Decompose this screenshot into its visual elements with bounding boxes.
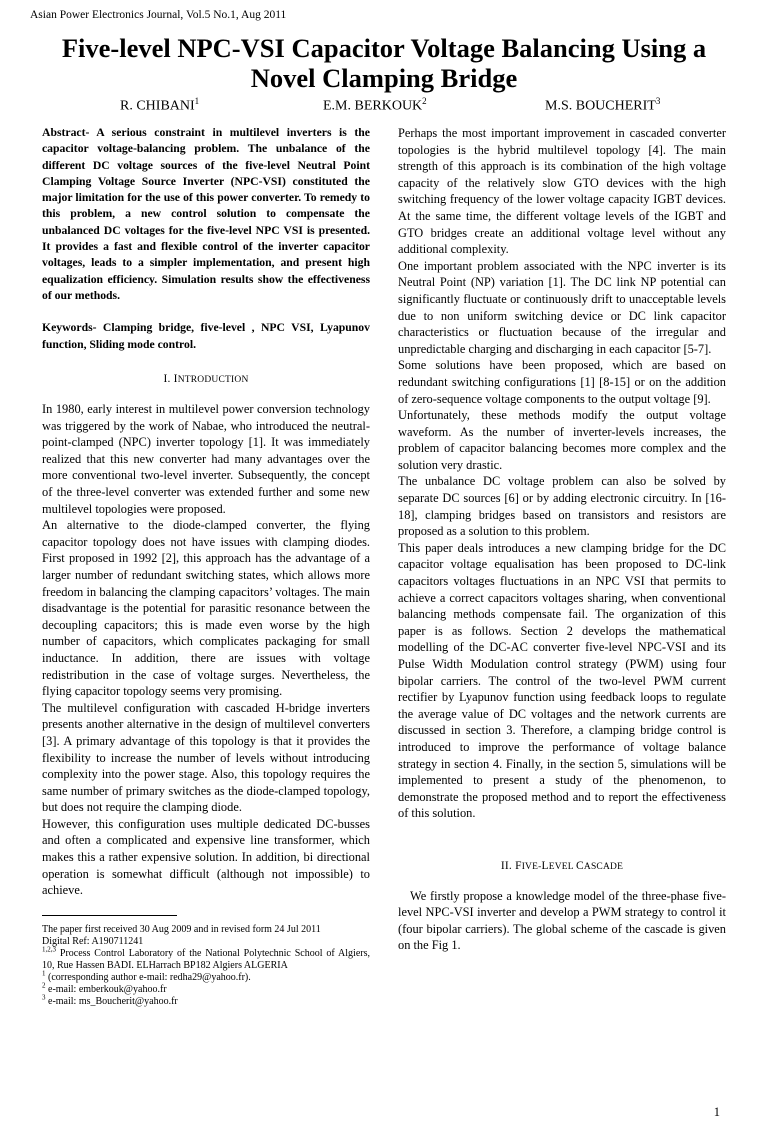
paragraph: One important problem associated with the NPC inverter is its Neutral Point (NP) variation [1]. The DC link NP potential can significantly fluctuate or continuously drift to unacceptable levels due to non uniform switching device or DC link capacitor characteristics or fluctuation because of the irregular and unpredictable charging and discharging in each capacitor [5-7]. [398, 258, 726, 356]
author-name: M.S. BOUCHERIT [545, 98, 656, 114]
footnote-text: Process Control Laboratory of the National Polytechnic School of Algiers, 10, Rue Hassen BADI. ELHarrach BP182 Algiers ALGERIA [42, 947, 370, 971]
author-2 [323, 96, 427, 115]
heading-part: I. I [163, 373, 178, 386]
paragraph: Perhaps the most important improvement in cascaded converter topologies is the hybrid multilevel topology [4]. The main strength of this approach is its combination of the high voltage capacity of the relatively slow GTO devices with the high switching frequency of the lower voltage capacity IGBT devices. At the same time, the different voltage levels of the IGBT and GTO bridges create an additional voltage level without any additional complexity. [398, 126, 726, 257]
paper-title: Five-level NPC-VSI Capacitor Voltage Balancing Using a Novel Clamping Bridge [61, 33, 707, 93]
footnote-text: e-mail: emberkouk@yahoo.fr [45, 983, 167, 995]
author-3 [545, 96, 660, 115]
footnote-sup: 2 [42, 981, 46, 990]
footnote-email-3 [42, 993, 370, 1008]
footnote-email-2 [42, 981, 370, 996]
heading-part: IVE- [521, 861, 542, 872]
paragraph: In 1980, early interest in multilevel power conversion technology was triggered by the work of Nabae, who introduced the neutral-point-clamped (NPC) inverter topology [1]. It was immediately realized that this new converter had many advantages over the more conventional two-level inverter. Subsequently, the concept of the three-level converter was extended further and some new multilevel topologies were proposed. [42, 402, 370, 516]
paragraph: However, this configuration uses multiple dedicated DC-busses and often a complicated and expensive line transformer, which makes this a rather expensive solution. In addition, bi directional operation is somewhat difficult (although not impossible) to achieve. [42, 816, 370, 898]
heading-part: II. F [500, 859, 522, 872]
author-name: E.M. BERKOUK [323, 98, 423, 114]
footnote-sup: 1 [42, 969, 46, 978]
section-heading-five-level-cascade [398, 858, 726, 876]
right-column [398, 125, 726, 1121]
footnote-sup: 1,2,3 [42, 945, 56, 954]
footnotes [42, 924, 370, 1008]
author-sup: 2 [422, 96, 427, 106]
footnote-affiliation [42, 945, 370, 972]
footnote-email-1 [42, 969, 370, 984]
section-heading-introduction [42, 371, 370, 389]
author-sup: 3 [655, 96, 661, 106]
paragraph: This paper deals introduces a new clamping bridge for the DC capacitor voltage equalisation has been proposed to DC-link capacitors voltages fluctuations in an NPC VSI that permits to achieve a correct capacitors voltages sharing, when conventional balancing methods compensate fail. The organization of this paper is as follows. Section 2 develops the mathematical modelling of the DC-AC converter five-level NPC-VSI and its Pulse Width Modulation control strategy (PWM) using four bipolar carriers. The control of the two-level PWM current rectifier by Lyapunov function using feedback loops to regulate the average value of DC voltages and the network currents are discussed in section 3. Therefore, a clamping bridge control is introduced to improve the performance of voltage balance strategy in section 4. Finally, in the section 5, simulations will be implemented to present a study of the phenomenon, to demonstrate the proposed method and to report the effectiveness of this solution. [398, 540, 726, 821]
running-header: Asian Power Electronics Journal, Vol.5 No.1, Aug 2011 [30, 9, 287, 21]
heading-part: L [541, 859, 549, 872]
left-column [42, 125, 370, 1008]
footnote-sup: 3 [42, 993, 46, 1002]
author-name: R. CHIBANI [120, 98, 195, 114]
heading-part: C [576, 859, 584, 872]
footnote-text: e-mail: ms_Boucherit@yahoo.fr [45, 995, 178, 1007]
author-sup: 1 [194, 96, 200, 106]
footnote-text: (corresponding author e-mail: redha29@yahoo.fr). [45, 971, 251, 983]
paragraph: The multilevel configuration with cascaded H-bridge inverters presents another alternative in the design of multilevel converters [3]. A primary advantage of this topology is that it provides the flexibility to increase the number of levels without introducing complexity into the power stage. Also, this topology requires the same number of primary switches as the diode-clamped topology, but does not require the clamping diode. [42, 700, 370, 815]
author-1 [120, 96, 199, 115]
footnote-divider [42, 915, 177, 916]
paragraph: The unbalance DC voltage problem can also be solved by separate DC sources [6] or by adding electronic circuitry. In [16-18], clamping bridges based on transistors and resistors are proposed as a solution to this problem. [398, 474, 726, 539]
paragraph: Unfortunately, these methods modify the output voltage waveform. As the number of inverter-levels increases, the problem of capacitor balancing becomes more complex and the solution very drastic. [398, 408, 726, 472]
heading-part: NTRODUCTION [177, 375, 249, 386]
footnote-received: The paper first received 30 Aug 2009 and in revised form 24 Jul 2011 [42, 923, 321, 935]
keywords: Keywords- Clamping bridge, five-level , NPC VSI, Lyapunov function, Sliding mode control. [42, 321, 370, 351]
paragraph: Some solutions have been proposed, which are based on redundant switching configurations [1] [8-15] or on the addition of zero-sequence voltage components to the output voltage [9]. [398, 358, 726, 406]
heading-part: EVEL [548, 861, 577, 872]
two-column-body [42, 125, 726, 1121]
page-number: 1 [713, 1104, 720, 1119]
footnote-digital-ref: Digital Ref: A190711241 [42, 935, 144, 947]
abstract: Abstract- A serious constraint in multilevel inverters is the capacitor voltage-balancing problem. The unbalance of the different DC voltage sources of the five-level Neutral Point Clamping Voltage Source Inverter (NPC-VSI) constituted the major limitation for the use of this power converter. To remedy to this problem, a new control solution to compensate the unbalanced DC voltages for the five-level NPC VSI is presented. It provides a fast and flexible control of the inverter capacitor voltages, leads to a simpler implementation, and present high equalization efficiency. Simulation results show the effectiveness of our methods. [42, 126, 370, 302]
heading-part: ASCADE [583, 861, 624, 872]
paragraph: We firstly propose a knowledge model of the three-phase five-level NPC-VSI inverter and develop a PWM strategy to control it (four bipolar carriers). The global scheme of the cascade is given on the Fig 1. [398, 888, 726, 953]
paragraph: An alternative to the diode-clamped converter, the flying capacitor topology does not have issues with clamping diodes. First proposed in 1992 [2], this approach has the advantage of a larger number of redundant switching states, which allows more freedom in balancing the clamping capacitors’ voltages. The main disadvantage is the potential for parasitic resonance between the decoupling capacitors; this is made even worse by the high number of capacitors, which complicates packaging for small inductance. In addition, there are issues with voltage redistribution in the case of voltage surges. Nevertheless, the flying capacitor topology seems very promising. [42, 518, 370, 699]
